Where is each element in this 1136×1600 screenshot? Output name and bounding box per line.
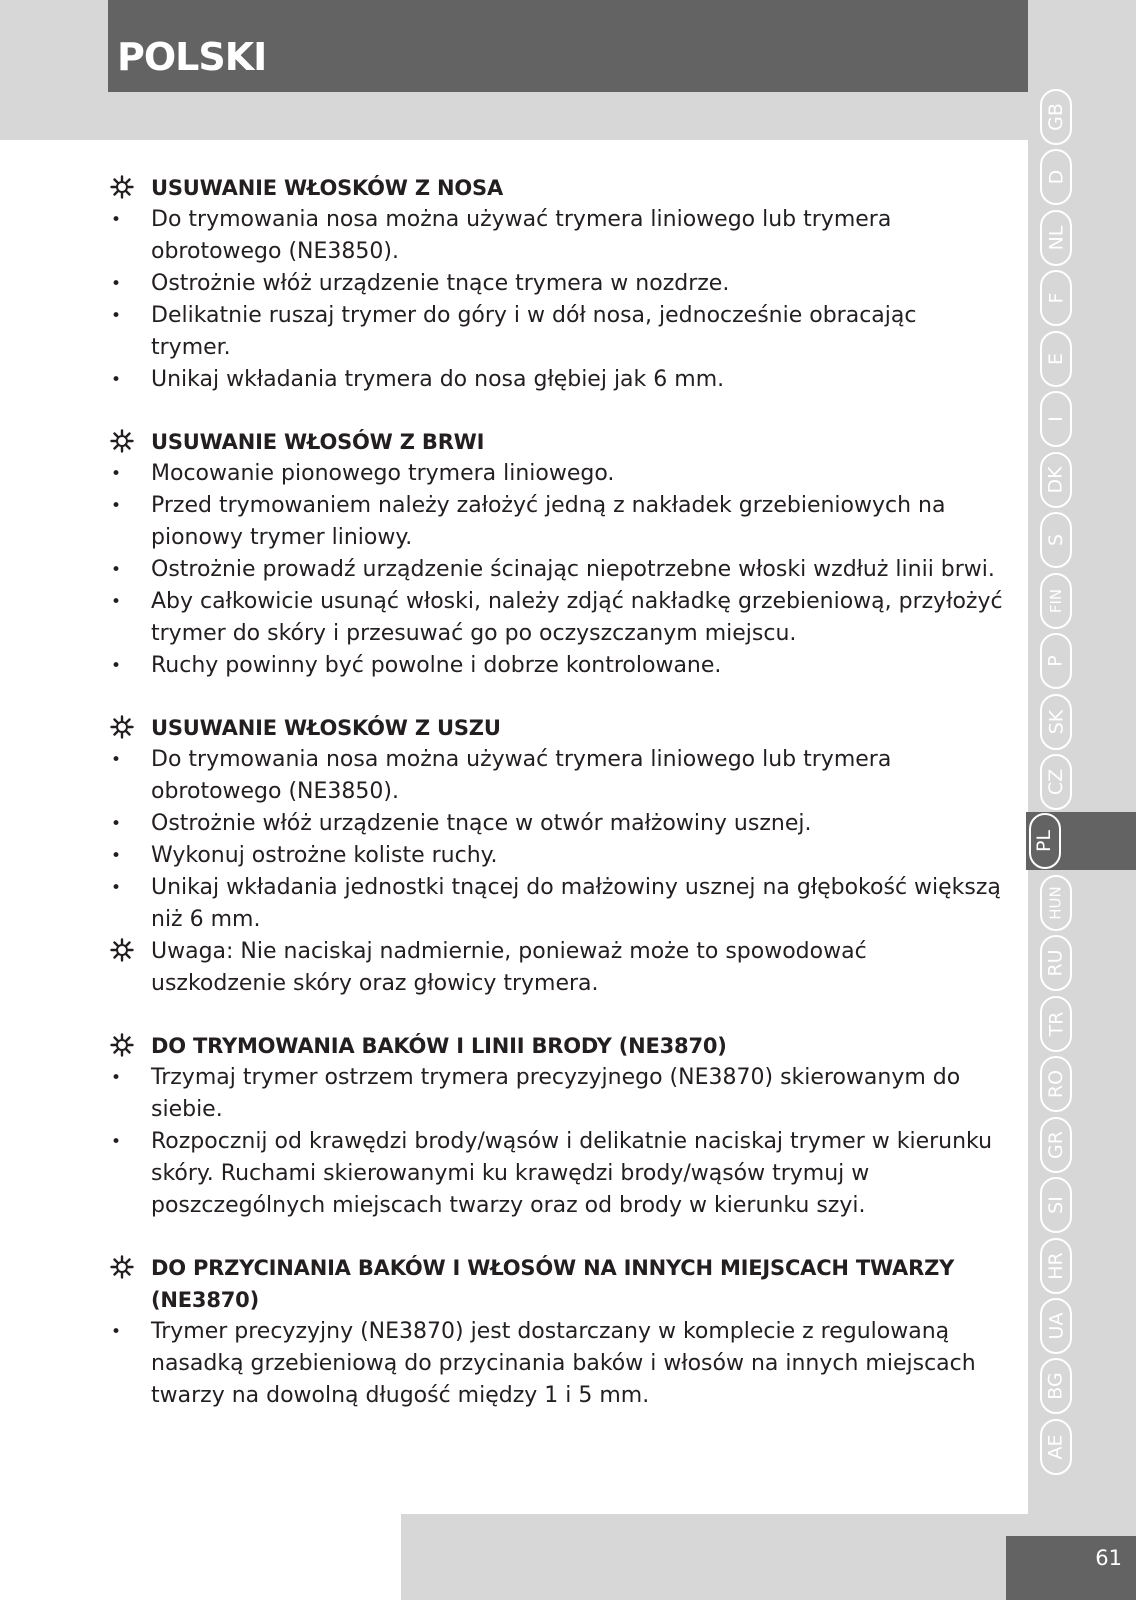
language-tab-pill — [1040, 270, 1072, 326]
language-tab-label: F — [1045, 292, 1067, 304]
bullet-icon: • — [111, 496, 122, 516]
language-tab-label: HR — [1045, 1251, 1067, 1280]
language-tab-cz[interactable] — [1031, 752, 1081, 812]
list-item-text: Trymer precyzyjny (NE3870) jest dostarczany w komplecie z regulowaną nasadką grzebieniową do przycinania baków i włosów na innych miejscach twarzy na dowolną długość między 1 i 5 mm. — [151, 1319, 976, 1408]
language-tab-label: FIN — [1047, 588, 1065, 613]
bullet-icon: • — [111, 1132, 122, 1152]
language-tab-label: RU — [1044, 949, 1067, 977]
language-tab-ru[interactable] — [1031, 933, 1081, 993]
language-tab-tr[interactable] — [1031, 994, 1081, 1054]
language-tab-label: E — [1044, 352, 1067, 365]
list-item — [108, 650, 1003, 682]
language-tab-pill — [1040, 754, 1072, 810]
language-tab-f[interactable] — [1031, 268, 1081, 328]
language-tab-pill — [1040, 1298, 1072, 1354]
bullet-icon: • — [111, 750, 122, 770]
language-tab-label: UA — [1045, 1312, 1067, 1340]
language-tab-d[interactable] — [1031, 147, 1081, 207]
language-tab-pill — [1040, 149, 1072, 205]
language-tab-pill — [1040, 694, 1072, 750]
list-item-text: Ostrożnie włóż urządzenie tnące trymera w nozdrze. — [151, 271, 730, 296]
language-tab-gb[interactable] — [1031, 87, 1081, 147]
language-tab-si[interactable] — [1031, 1175, 1081, 1235]
language-tab-pill — [1040, 391, 1072, 447]
section-title: DO TRYMOWANIA BAKÓW I LINII BRODY (NE3870) — [151, 1034, 727, 1058]
section-heading — [108, 1030, 1003, 1062]
language-tab-label: GR — [1045, 1130, 1067, 1159]
bullet-icon: • — [111, 1322, 122, 1342]
language-tab-pill — [1040, 875, 1072, 931]
language-tab-label: P — [1045, 655, 1067, 667]
page-title: POLSKI — [117, 35, 267, 79]
section-title: USUWANIE WŁOSKÓW Z USZU — [151, 716, 501, 740]
list-item-text: Ostrożnie włóż urządzenie tnące w otwór małżowiny usznej. — [151, 811, 812, 836]
language-tab-pill — [1040, 1238, 1072, 1294]
language-tab-pill — [1040, 452, 1072, 508]
list-item — [108, 554, 1003, 586]
language-tab-pill — [1040, 89, 1072, 145]
bullet-icon: • — [111, 274, 122, 294]
bullet-icon: • — [111, 1068, 122, 1088]
bottom-band — [401, 1514, 1028, 1600]
language-tab-label: SI — [1044, 1196, 1067, 1214]
language-tab-pill — [1040, 996, 1072, 1052]
language-tab-pill — [1040, 331, 1072, 387]
section — [108, 712, 1003, 1000]
bullet-icon: • — [111, 370, 122, 390]
language-tab-label: I — [1044, 416, 1067, 423]
star-icon — [108, 172, 136, 204]
language-tab-i[interactable] — [1031, 389, 1081, 449]
language-tab-ae[interactable] — [1031, 1417, 1081, 1477]
list-item-text: Wykonuj ostrożne koliste ruchy. — [151, 843, 498, 868]
list-item-text: Trzymaj trymer ostrzem trymera precyzyjnego (NE3870) skierowanym do siebie. — [151, 1065, 961, 1122]
list-item — [108, 1316, 1003, 1412]
list-item-text: Mocowanie pionowego trymera liniowego. — [151, 461, 615, 486]
list-item — [108, 364, 1003, 396]
list-item — [108, 586, 1003, 650]
list-item-text: Do trymowania nosa można używać trymera liniowego lub trymera obrotowego (NE3850). — [151, 747, 892, 804]
language-tab-label: CZ — [1044, 768, 1067, 796]
list-item-text: Delikatnie ruszaj trymer do góry i w dół nosa, jednocześnie obracając trymer. — [151, 303, 917, 360]
section-heading — [108, 426, 1003, 458]
list-item — [108, 1126, 1003, 1222]
language-tab-pill — [1040, 935, 1072, 991]
document-body — [108, 172, 1003, 1442]
language-tab-sk[interactable] — [1031, 692, 1081, 752]
language-tab-dk[interactable] — [1031, 450, 1081, 510]
language-tab-label: BG — [1045, 1372, 1067, 1401]
language-tab-bg[interactable] — [1031, 1356, 1081, 1416]
language-tab-e[interactable] — [1031, 329, 1081, 389]
list-item-text: Unikaj wkładania trymera do nosa głębiej jak 6 mm. — [151, 367, 725, 392]
section — [108, 1030, 1003, 1222]
section — [108, 172, 1003, 396]
language-tab-nl[interactable] — [1031, 208, 1081, 268]
bullet-icon: • — [111, 878, 122, 898]
language-tab-ua[interactable] — [1031, 1296, 1081, 1356]
list-item — [108, 204, 1003, 268]
language-tab-pill — [1040, 210, 1072, 266]
language-tab-p[interactable] — [1031, 631, 1081, 691]
section-heading — [108, 712, 1003, 744]
note-item — [108, 936, 1003, 1000]
language-tab-s[interactable] — [1031, 510, 1081, 570]
star-icon — [108, 426, 136, 458]
list-item — [108, 808, 1003, 840]
language-tab-pill — [1040, 1177, 1072, 1233]
star-icon — [108, 1252, 136, 1284]
section — [108, 1252, 1003, 1412]
list-item-text: Rozpocznij od krawędzi brody/wąsów i delikatnie naciskaj trymer w kierunku skóry. Ruchami skierowanymi ku krawędzi brody/wąsów trymuj w poszczególnych miejscach twarzy oraz od brody w kierunku szyi. — [151, 1129, 993, 1218]
star-icon — [108, 936, 136, 968]
language-tab-pill — [1040, 1056, 1072, 1112]
language-tab-pill — [1040, 1358, 1072, 1414]
language-tab-label: HUN — [1047, 886, 1066, 920]
star-icon — [108, 1030, 136, 1062]
language-tab-fin[interactable] — [1031, 571, 1081, 631]
language-tab-label: S — [1045, 534, 1067, 547]
language-tab-pl[interactable] — [1026, 812, 1136, 870]
language-tab-pill — [1040, 1419, 1072, 1475]
section-title: USUWANIE WŁOSKÓW Z NOSA — [151, 176, 504, 200]
section-heading — [108, 1252, 1003, 1316]
section — [108, 426, 1003, 682]
language-tab-label: GB — [1044, 103, 1067, 131]
language-tab-pill — [1040, 1117, 1072, 1173]
list-item — [108, 458, 1003, 490]
list-item — [108, 300, 1003, 364]
language-tab-pill — [1040, 573, 1072, 629]
list-item — [108, 744, 1003, 808]
list-item — [108, 840, 1003, 872]
bullet-icon: • — [111, 814, 122, 834]
language-tab-ro[interactable] — [1031, 1054, 1081, 1114]
section-title: USUWANIE WŁOSÓW Z BRWI — [151, 430, 485, 454]
language-tab-gr[interactable] — [1031, 1115, 1081, 1175]
bullet-icon: • — [111, 560, 122, 580]
bullet-icon: • — [111, 592, 122, 612]
language-tab-hr[interactable] — [1031, 1236, 1081, 1296]
list-item-text: Ostrożnie prowadź urządzenie ścinając niepotrzebne włoski wzdłuż linii brwi. — [151, 557, 995, 582]
list-item — [108, 1062, 1003, 1126]
language-tab-label: RO — [1045, 1070, 1068, 1099]
note-text: Uwaga: Nie naciskaj nadmiernie, ponieważ może to spowodować uszkodzenie skóry oraz głowicy trymera. — [151, 939, 867, 996]
list-item — [108, 268, 1003, 300]
language-tab-pill — [1040, 512, 1072, 568]
list-item-text: Do trymowania nosa można używać trymera liniowego lub trymera obrotowego (NE3850). — [151, 207, 892, 264]
language-tab-pill — [1029, 813, 1061, 869]
list-item-text: Aby całkowicie usunąć włoski, należy zdjąć nakładkę grzebieniową, przyłożyć trymer do skóry i przesuwać go po oczyszczanym miejscu. — [151, 589, 1003, 646]
bullet-icon: • — [111, 846, 122, 866]
bullet-icon: • — [111, 464, 122, 484]
language-tab-label: PL — [1033, 830, 1056, 853]
language-tab-label: NL — [1045, 225, 1067, 251]
list-item-text: Unikaj wkładania jednostki tnącej do małżowiny usznej na głębokość większą niż 6 mm. — [151, 875, 1001, 932]
bullet-icon: • — [111, 210, 122, 230]
list-item-text: Przed trymowaniem należy założyć jedną z nakładek grzebieniowych na pionowy trymer liniowy. — [151, 493, 946, 550]
language-tab-label: AE — [1044, 1434, 1067, 1460]
language-tab-label: DK — [1045, 466, 1067, 494]
language-tab-label: SK — [1045, 709, 1067, 734]
language-tab-pill — [1040, 633, 1072, 689]
list-item — [108, 490, 1003, 554]
bullet-icon: • — [111, 656, 122, 676]
language-tab-label: TR — [1045, 1011, 1067, 1037]
language-tab-label: D — [1044, 170, 1067, 185]
section-heading — [108, 172, 1003, 204]
list-item — [108, 872, 1003, 936]
section-title: DO PRZYCINANIA BAKÓW I WŁOSÓW NA INNYCH MIEJSCACH TWARZY (NE3870) — [151, 1256, 955, 1312]
star-icon — [108, 712, 136, 744]
list-item-text: Ruchy powinny być powolne i dobrze kontrolowane. — [151, 653, 722, 678]
language-tab-hun[interactable] — [1031, 873, 1081, 933]
page-number: 61 — [1095, 1546, 1122, 1570]
bullet-icon: • — [111, 306, 122, 326]
